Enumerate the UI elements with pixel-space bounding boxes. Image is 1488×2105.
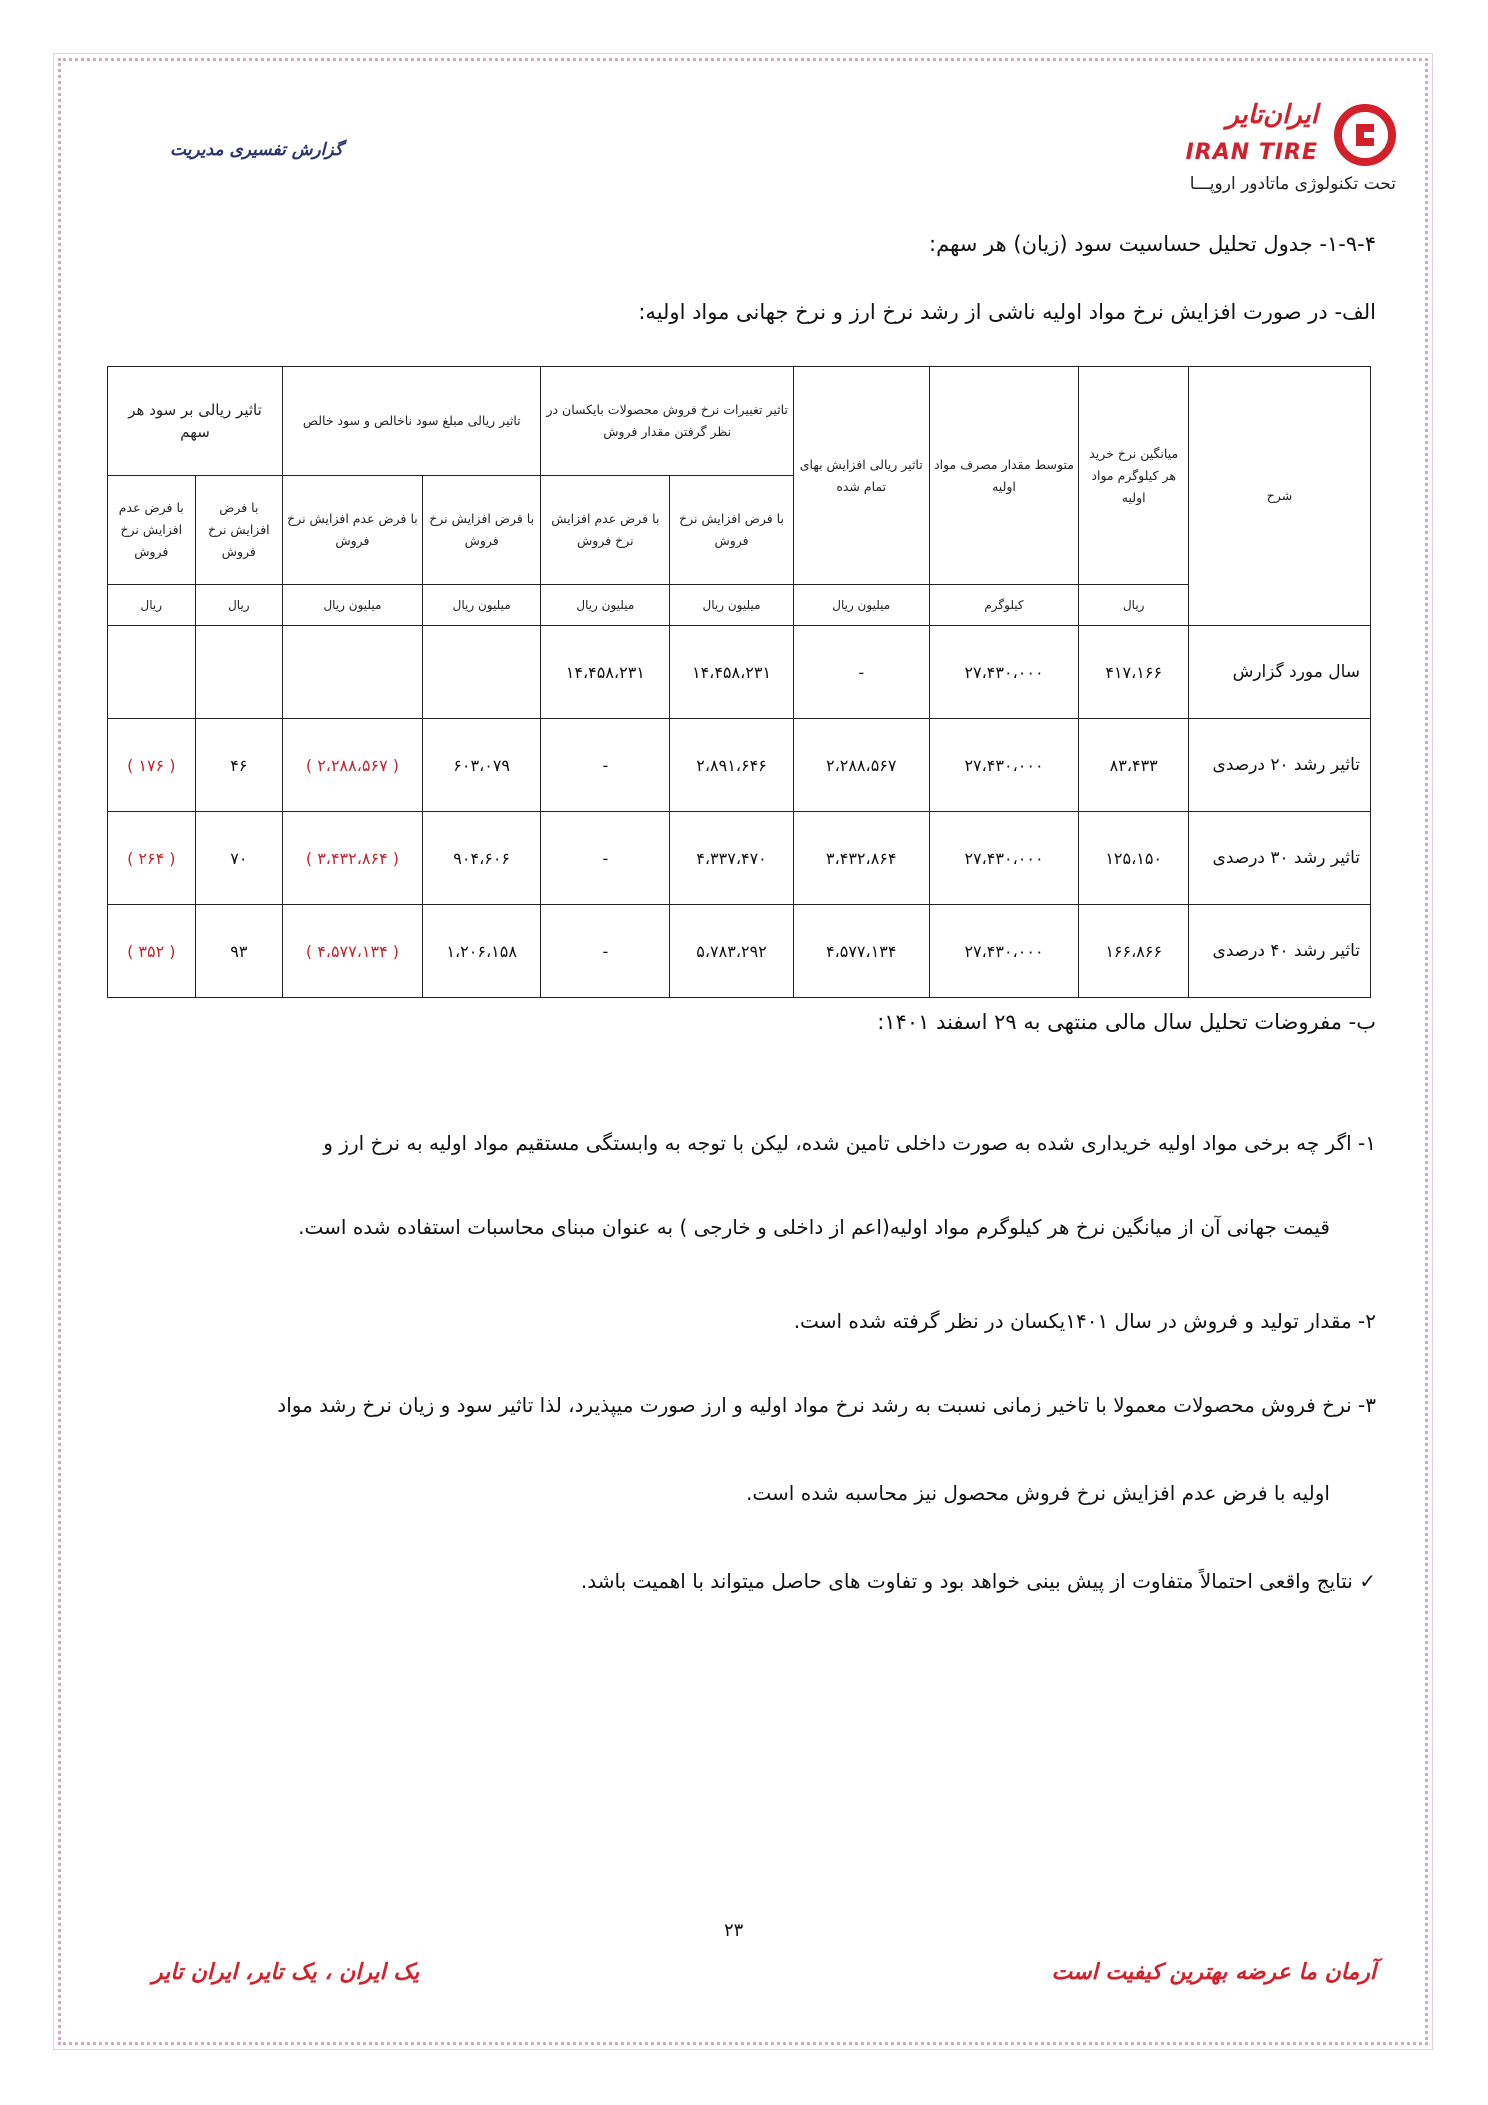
table-header-row bbox=[108, 367, 1371, 476]
cell-cost: ۴،۵۷۷،۱۳۴ bbox=[793, 905, 929, 998]
cell-eps-inc: ۹۳ bbox=[195, 905, 282, 998]
header-avg-price: میانگین نرخ خرید هر کیلوگرم مواد اولیه bbox=[1079, 367, 1189, 585]
cell-eps-inc: ۷۰ bbox=[195, 812, 282, 905]
assumption-3-line-1: ۳- نرخ فروش محصولات معمولا با تاخیر زمانی نسبت به رشد نرخ مواد اولیه و ارز صورت میپذیرد، لذا تاثیر سود و زیان نرخ رشد مواد bbox=[277, 1393, 1376, 1417]
cell-eps-inc: ۴۶ bbox=[195, 719, 282, 812]
header-desc: شرح bbox=[1189, 367, 1371, 626]
cell-qty: ۲۷،۴۳۰،۰۰۰ bbox=[929, 812, 1079, 905]
header-sales-change: تاثیر تغییرات نرخ فروش محصولات بایکسان در نظر گرفتن مقدار فروش bbox=[541, 367, 793, 476]
assumption-3-line-2: اولیه با فرض عدم افزایش نرخ فروش محصول نیز محاسبه شده است. bbox=[746, 1481, 1330, 1505]
unit-cell: ریال bbox=[108, 585, 196, 626]
cell-qty: ۲۷،۴۳۰،۰۰۰ bbox=[929, 626, 1079, 719]
cell-profit-noinc: ( ۲،۲۸۸،۵۶۷ ) bbox=[283, 719, 423, 812]
cell-eps-noinc: ( ۳۵۲ ) bbox=[108, 905, 196, 998]
unit-cell: کیلوگرم bbox=[929, 585, 1079, 626]
table-row bbox=[108, 719, 1371, 812]
unit-cell: ریال bbox=[195, 585, 282, 626]
unit-cell: میلیون ریال bbox=[670, 585, 794, 626]
footer-slogan-right: آرمان ما عرضه بهترین کیفیت است bbox=[1051, 1960, 1376, 1985]
table-row bbox=[108, 905, 1371, 998]
subheader-profit-inc: با فرض افزایش نرخ فروش bbox=[422, 476, 541, 585]
cell-profit-noinc: ( ۴،۵۷۷،۱۳۴ ) bbox=[283, 905, 423, 998]
unit-cell: میلیون ریال bbox=[541, 585, 670, 626]
cell-eps-noinc: ( ۲۶۴ ) bbox=[108, 812, 196, 905]
cell-profit-inc bbox=[422, 626, 541, 719]
table-row bbox=[108, 626, 1371, 719]
logo-text-en: IRAN TIRE bbox=[1185, 140, 1318, 165]
cell-sales-noinc: - bbox=[541, 719, 670, 812]
subheader-sales-inc: با فرض افزایش نرخ فروش bbox=[670, 476, 794, 585]
subheader-eps-noinc: با فرض عدم افزایش نرخ فروش bbox=[108, 476, 196, 585]
subheader-profit-noinc: با فرض عدم افزایش نرخ فروش bbox=[283, 476, 423, 585]
cell-cost: ۲،۲۸۸،۵۶۷ bbox=[793, 719, 929, 812]
cell-sales-inc: ۲،۸۹۱،۶۴۶ bbox=[670, 719, 794, 812]
header-net-profit: تاثیر ریالی مبلغ سود ناخالص و سود خالص bbox=[283, 367, 541, 476]
unit-cell: میلیون ریال bbox=[283, 585, 423, 626]
section-title: ۱-۹-۴- جدول تحلیل حساسیت سود (زیان) هر سهم: bbox=[929, 232, 1376, 256]
cell-cost: ۳،۴۳۲،۸۶۴ bbox=[793, 812, 929, 905]
cell-sales-inc: ۴،۳۳۷،۴۷۰ bbox=[670, 812, 794, 905]
cell-sales-inc: ۵،۷۸۳،۲۹۲ bbox=[670, 905, 794, 998]
cell-eps-noinc: ( ۱۷۶ ) bbox=[108, 719, 196, 812]
row-label: سال مورد گزارش bbox=[1189, 626, 1371, 719]
cell-profit-noinc bbox=[283, 626, 423, 719]
cell-profit-inc: ۶۰۳،۰۷۹ bbox=[422, 719, 541, 812]
logo-subtitle: تحت تکنولوژی ماتادور اروپـــا bbox=[1189, 174, 1396, 194]
cell-eps-inc bbox=[195, 626, 282, 719]
unit-cell: میلیون ریال bbox=[422, 585, 541, 626]
cell-qty: ۲۷،۴۳۰،۰۰۰ bbox=[929, 905, 1079, 998]
subheader-sales-noinc: با فرض عدم افزایش نرخ فروش bbox=[541, 476, 670, 585]
footer-slogan-left: یک ایران ، یک تایر، ایران تایر bbox=[152, 1960, 420, 1985]
assumption-1-line-2: قیمت جهانی آن از میانگین نرخ هر کیلوگرم مواد اولیه(اعم از داخلی و خارجی ) به عنوان مبنای محاسبات استفاده شده است. bbox=[298, 1215, 1330, 1239]
unit-cell: ریال bbox=[1079, 585, 1189, 626]
row-label: تاثیر رشد ۴۰ درصدی bbox=[1189, 905, 1371, 998]
sensitivity-table bbox=[107, 366, 1371, 998]
header-cost-effect: تاثیر ریالی افزایش بهای تمام شده bbox=[793, 367, 929, 585]
cell-sales-noinc: - bbox=[541, 812, 670, 905]
page-number: ۲۳ bbox=[724, 1920, 744, 1941]
cell-avg-price: ۱۶۶،۸۶۶ bbox=[1079, 905, 1189, 998]
cell-sales-inc: ۱۴،۴۵۸،۲۳۱ bbox=[670, 626, 794, 719]
note-checkmark: ✓ نتایج واقعی احتمالاً متفاوت از پیش بینی خواهد بود و تفاوت های حاصل میتواند با اهمیت باشد. bbox=[580, 1569, 1376, 1593]
tire-logo-icon bbox=[1334, 104, 1396, 166]
header-avg-qty: متوسط مقدار مصرف مواد اولیه bbox=[929, 367, 1079, 585]
row-label: تاثیر رشد ۲۰ درصدی bbox=[1189, 719, 1371, 812]
cell-cost: - bbox=[793, 626, 929, 719]
cell-qty: ۲۷،۴۳۰،۰۰۰ bbox=[929, 719, 1079, 812]
header-eps: تاثیر ریالی بر سود هر سهم bbox=[108, 367, 283, 476]
row-label: تاثیر رشد ۳۰ درصدی bbox=[1189, 812, 1371, 905]
subheading-a: الف- در صورت افزایش نرخ مواد اولیه ناشی از رشد نرخ ارز و نرخ جهانی مواد اولیه: bbox=[638, 300, 1376, 324]
cell-sales-noinc: - bbox=[541, 905, 670, 998]
unit-cell: میلیون ریال bbox=[793, 585, 929, 626]
assumption-1-line-1: ۱- اگر چه برخی مواد اولیه خریداری شده به صورت داخلی تامین شده، لیکن با توجه به وابستگی مستقیم مواد اولیه به نرخ ارز و bbox=[323, 1131, 1376, 1155]
cell-profit-noinc: ( ۳،۴۳۲،۸۶۴ ) bbox=[283, 812, 423, 905]
logo-text-fa: ایران‌تایر bbox=[1226, 100, 1318, 130]
page-border bbox=[58, 58, 1428, 2045]
subheading-b: ب- مفروضات تحلیل سال مالی منتهی به ۲۹ اسفند ۱۴۰۱: bbox=[877, 1010, 1376, 1034]
assumption-2: ۲- مقدار تولید و فروش در سال ۱۴۰۱یکسان در نظر گرفته شده است. bbox=[793, 1309, 1376, 1333]
report-title: گزارش تفسیری مدیریت bbox=[170, 140, 343, 160]
table-row bbox=[108, 812, 1371, 905]
cell-avg-price: ۱۲۵،۱۵۰ bbox=[1079, 812, 1189, 905]
cell-sales-noinc: ۱۴،۴۵۸،۲۳۱ bbox=[541, 626, 670, 719]
table-unit-row bbox=[108, 585, 1371, 626]
cell-profit-inc: ۱،۲۰۶،۱۵۸ bbox=[422, 905, 541, 998]
cell-eps-noinc bbox=[108, 626, 196, 719]
cell-avg-price: ۴۱۷،۱۶۶ bbox=[1079, 626, 1189, 719]
cell-avg-price: ۸۳،۴۳۳ bbox=[1079, 719, 1189, 812]
subheader-eps-inc: با فرض افزایش نرخ فروش bbox=[195, 476, 282, 585]
cell-profit-inc: ۹۰۴،۶۰۶ bbox=[422, 812, 541, 905]
